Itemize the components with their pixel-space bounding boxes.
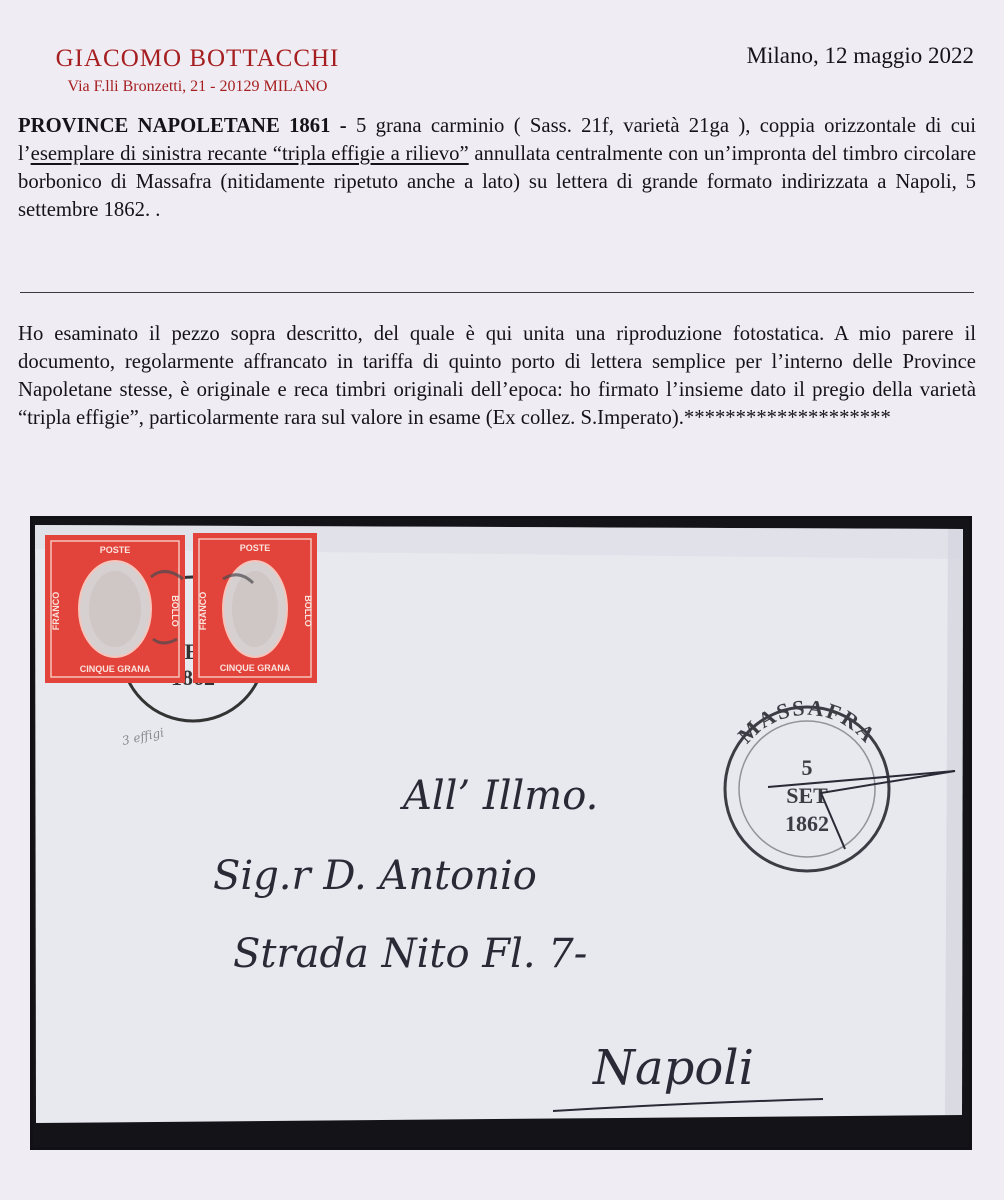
address-line4: Napoli bbox=[593, 1040, 754, 1096]
address-line2: Sig.r D. Antonio bbox=[213, 853, 537, 899]
stamp-left-top-label: POSTE bbox=[99, 545, 131, 555]
description-part2: annullata centralmente con un’impronta del timbro circolare borbonico di Massafra (nitidamente ripetuto anche a lato) su lettera di grande formato indirizzata a Napoli, 5 settembre 1862. . bbox=[18, 143, 976, 221]
stamp-right-bottom-label: CINQUE GRANA bbox=[219, 663, 291, 673]
stamp-right-top-label: POSTE bbox=[239, 543, 271, 553]
expert-name: GIACOMO BOTTACCHI bbox=[55, 45, 340, 72]
stamp-left-right-label: BOLLO bbox=[170, 595, 180, 627]
envelope-edge bbox=[945, 529, 963, 1115]
stamp-left-bottom-label: CINQUE GRANA bbox=[79, 664, 151, 674]
postmark-town: MASSAFRA bbox=[732, 694, 882, 749]
cover-photo bbox=[30, 516, 972, 1150]
postmark-month: SET bbox=[786, 783, 828, 808]
address-line3: Strada Nito Fl. 7- bbox=[233, 931, 588, 977]
postmark-year: 1862 bbox=[785, 811, 829, 836]
stamp-pair bbox=[45, 533, 317, 683]
stamp-left-left-label: FRANCO bbox=[51, 591, 61, 631]
place-date: Milano, 12 maggio 2022 bbox=[746, 43, 974, 68]
description-part1: 5 grana carminio ( Sass. 21f, varietà 21ga ), coppia orizzontale di cui l’ bbox=[18, 115, 977, 165]
divider-line bbox=[20, 292, 974, 293]
pencil-note: 3 effigi bbox=[120, 725, 166, 748]
item-description bbox=[18, 112, 976, 224]
expert-header bbox=[25, 44, 370, 96]
postmark-day: 5 bbox=[801, 755, 813, 780]
stamp-right-right-label: BOLLO bbox=[303, 595, 313, 627]
description-lead: PROVINCE NAPOLETANE 1861 - bbox=[18, 115, 347, 137]
expert-address: Via F.lli Bronzetti, 21 - 20129 MILANO bbox=[67, 78, 328, 95]
cover-illustration bbox=[33, 519, 969, 1147]
description-underlined: esemplare di sinistra recante “tripla effigie a rilievo” bbox=[30, 143, 469, 165]
stamp-left bbox=[45, 535, 185, 683]
expert-opinion: Ho esaminato il pezzo sopra descritto, del quale è qui unita una riproduzione fotostatica. A mio parere il documento, regolarmente affrancato in tariffa di quinto porto di lettera semplice per l’interno delle Province Napoletane stesse, è originale e reca timbri originali dell’epoca: ho firmato l’insieme dato il pregio della varietà “tripla effigie”, particolarmente rara sul valore in esame (Ex collez. S.Imperato).******************** bbox=[18, 323, 976, 429]
stamp-right-left-label: FRANCO bbox=[198, 591, 208, 631]
stamp-right bbox=[193, 533, 317, 683]
address-line1: All’ Illmo. bbox=[403, 773, 599, 819]
